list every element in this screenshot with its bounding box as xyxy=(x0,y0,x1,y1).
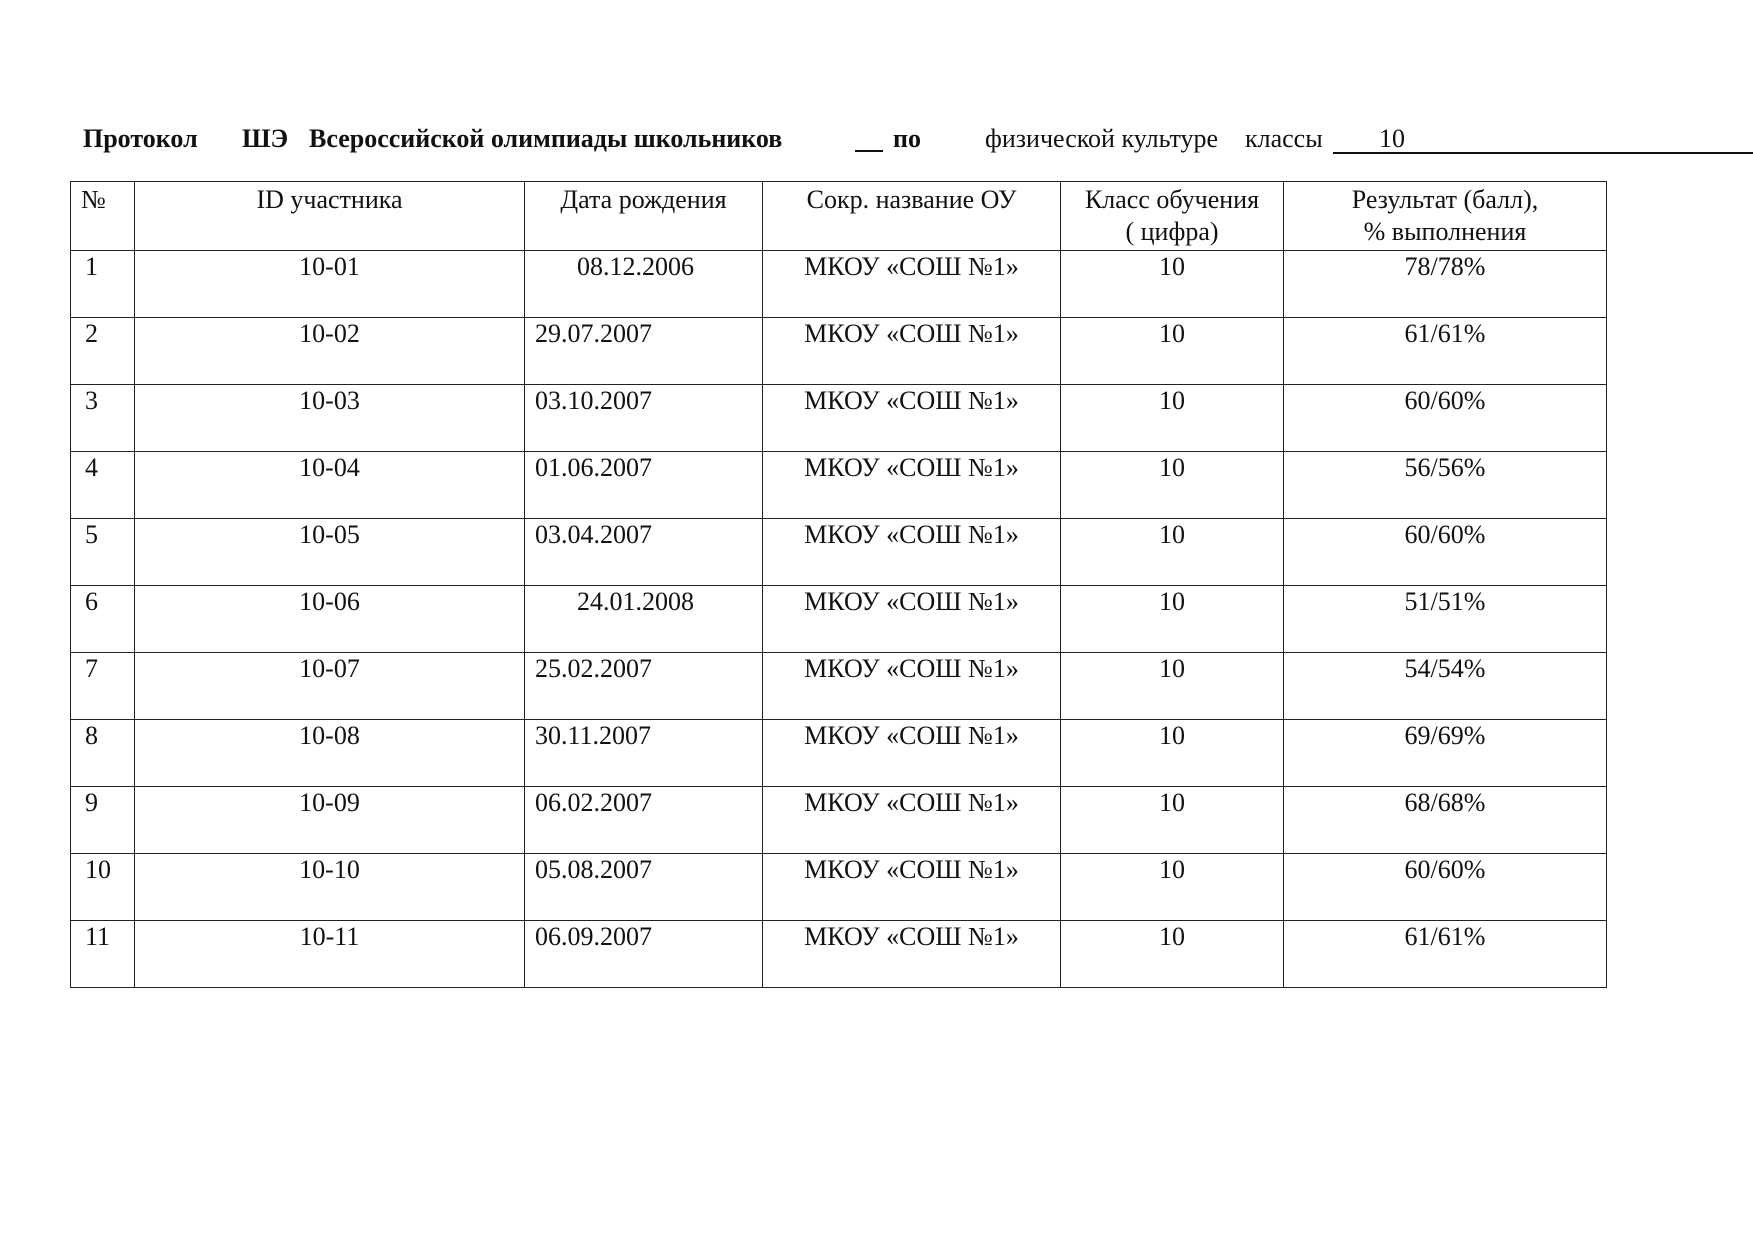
cell-participant-id: 10-01 xyxy=(135,251,525,318)
cell-school-name: МКОУ «СОШ №1» xyxy=(763,318,1061,385)
cell-grade: 10 xyxy=(1061,653,1284,720)
table-header-row xyxy=(71,182,1607,251)
cell-school-name: МКОУ «СОШ №1» xyxy=(763,787,1061,854)
cell-number: 5 xyxy=(71,519,135,586)
header-classes-label: классы xyxy=(1245,124,1323,153)
cell-grade: 10 xyxy=(1061,921,1284,988)
cell-grade: 10 xyxy=(1061,385,1284,452)
cell-number: 8 xyxy=(71,720,135,787)
table-row xyxy=(71,787,1607,854)
table-row xyxy=(71,385,1607,452)
cell-birth-date: 29.07.2007 xyxy=(525,318,763,385)
cell-participant-id: 10-03 xyxy=(135,385,525,452)
cell-grade: 10 xyxy=(1061,318,1284,385)
cell-number: 10 xyxy=(71,854,135,921)
table-row xyxy=(71,452,1607,519)
cell-birth-date: 06.09.2007 xyxy=(525,921,763,988)
cell-grade: 10 xyxy=(1061,787,1284,854)
cell-number: 4 xyxy=(71,452,135,519)
table-row xyxy=(71,854,1607,921)
cell-birth-date: 24.01.2008 xyxy=(525,586,763,653)
cell-grade: 10 xyxy=(1061,854,1284,921)
cell-number: 7 xyxy=(71,653,135,720)
cell-school-name: МКОУ «СОШ №1» xyxy=(763,653,1061,720)
cell-birth-date: 03.10.2007 xyxy=(525,385,763,452)
cell-birth-date: 03.04.2007 xyxy=(525,519,763,586)
col-header-grade xyxy=(1061,182,1284,251)
cell-result: 60/60% xyxy=(1284,385,1607,452)
table-row xyxy=(71,251,1607,318)
cell-result: 69/69% xyxy=(1284,720,1607,787)
header-title-stage: ШЭ xyxy=(242,124,289,153)
header-title-protocol: Протокол xyxy=(83,124,198,153)
cell-school-name: МКОУ «СОШ №1» xyxy=(763,385,1061,452)
col-header-number: № xyxy=(71,182,135,251)
table-row xyxy=(71,519,1607,586)
cell-result: 60/60% xyxy=(1284,519,1607,586)
results-table xyxy=(70,181,1607,988)
cell-school-name: МКОУ «СОШ №1» xyxy=(763,586,1061,653)
col-header-school-name: Сокр. название ОУ xyxy=(763,182,1061,251)
cell-number: 6 xyxy=(71,586,135,653)
cell-participant-id: 10-06 xyxy=(135,586,525,653)
cell-participant-id: 10-07 xyxy=(135,653,525,720)
cell-participant-id: 10-02 xyxy=(135,318,525,385)
cell-number: 2 xyxy=(71,318,135,385)
cell-grade: 10 xyxy=(1061,452,1284,519)
cell-birth-date: 06.02.2007 xyxy=(525,787,763,854)
table-row xyxy=(71,921,1607,988)
header-title-olympiad: Всероссийской олимпиады школьников xyxy=(309,124,783,153)
cell-birth-date: 30.11.2007 xyxy=(525,720,763,787)
cell-number: 9 xyxy=(71,787,135,854)
cell-school-name: МКОУ «СОШ №1» xyxy=(763,452,1061,519)
table-row xyxy=(71,720,1607,787)
cell-participant-id: 10-10 xyxy=(135,854,525,921)
cell-participant-id: 10-11 xyxy=(135,921,525,988)
cell-grade: 10 xyxy=(1061,251,1284,318)
cell-result: 56/56% xyxy=(1284,452,1607,519)
cell-number: 11 xyxy=(71,921,135,988)
cell-school-name: МКОУ «СОШ №1» xyxy=(763,519,1061,586)
cell-birth-date: 25.02.2007 xyxy=(525,653,763,720)
protocol-header xyxy=(83,124,1683,160)
cell-number: 3 xyxy=(71,385,135,452)
col-header-result-line1: Результат (балл), xyxy=(1351,185,1539,214)
cell-participant-id: 10-04 xyxy=(135,452,525,519)
cell-school-name: МКОУ «СОШ №1» xyxy=(763,720,1061,787)
cell-result: 68/68% xyxy=(1284,787,1607,854)
cell-result: 78/78% xyxy=(1284,251,1607,318)
cell-result: 61/61% xyxy=(1284,921,1607,988)
cell-result: 51/51% xyxy=(1284,586,1607,653)
header-subject: физической культуре xyxy=(985,124,1218,153)
header-title-po: по xyxy=(893,124,921,153)
col-header-result-line2: % выполнения xyxy=(1363,217,1527,246)
cell-result: 60/60% xyxy=(1284,854,1607,921)
col-header-participant-id: ID участника xyxy=(135,182,525,251)
cell-school-name: МКОУ «СОШ №1» xyxy=(763,921,1061,988)
cell-grade: 10 xyxy=(1061,519,1284,586)
cell-birth-date: 01.06.2007 xyxy=(525,452,763,519)
cell-birth-date: 08.12.2006 xyxy=(525,251,763,318)
cell-participant-id: 10-05 xyxy=(135,519,525,586)
cell-participant-id: 10-09 xyxy=(135,787,525,854)
cell-school-name: МКОУ «СОШ №1» xyxy=(763,854,1061,921)
cell-grade: 10 xyxy=(1061,586,1284,653)
cell-grade: 10 xyxy=(1061,720,1284,787)
cell-participant-id: 10-08 xyxy=(135,720,525,787)
col-header-birth-date: Дата рождения xyxy=(525,182,763,251)
table-row xyxy=(71,318,1607,385)
col-header-grade-line2: ( цифра) xyxy=(1125,217,1219,246)
cell-result: 61/61% xyxy=(1284,318,1607,385)
cell-result: 54/54% xyxy=(1284,653,1607,720)
cell-birth-date: 05.08.2007 xyxy=(525,854,763,921)
header-blank-line xyxy=(855,124,883,152)
col-header-grade-line1: Класс обучения xyxy=(1084,185,1260,214)
col-header-result xyxy=(1284,182,1607,251)
table-row xyxy=(71,653,1607,720)
cell-number: 1 xyxy=(71,251,135,318)
cell-school-name: МКОУ «СОШ №1» xyxy=(763,251,1061,318)
table-row xyxy=(71,586,1607,653)
header-classes-value: 10 xyxy=(1379,124,1405,153)
